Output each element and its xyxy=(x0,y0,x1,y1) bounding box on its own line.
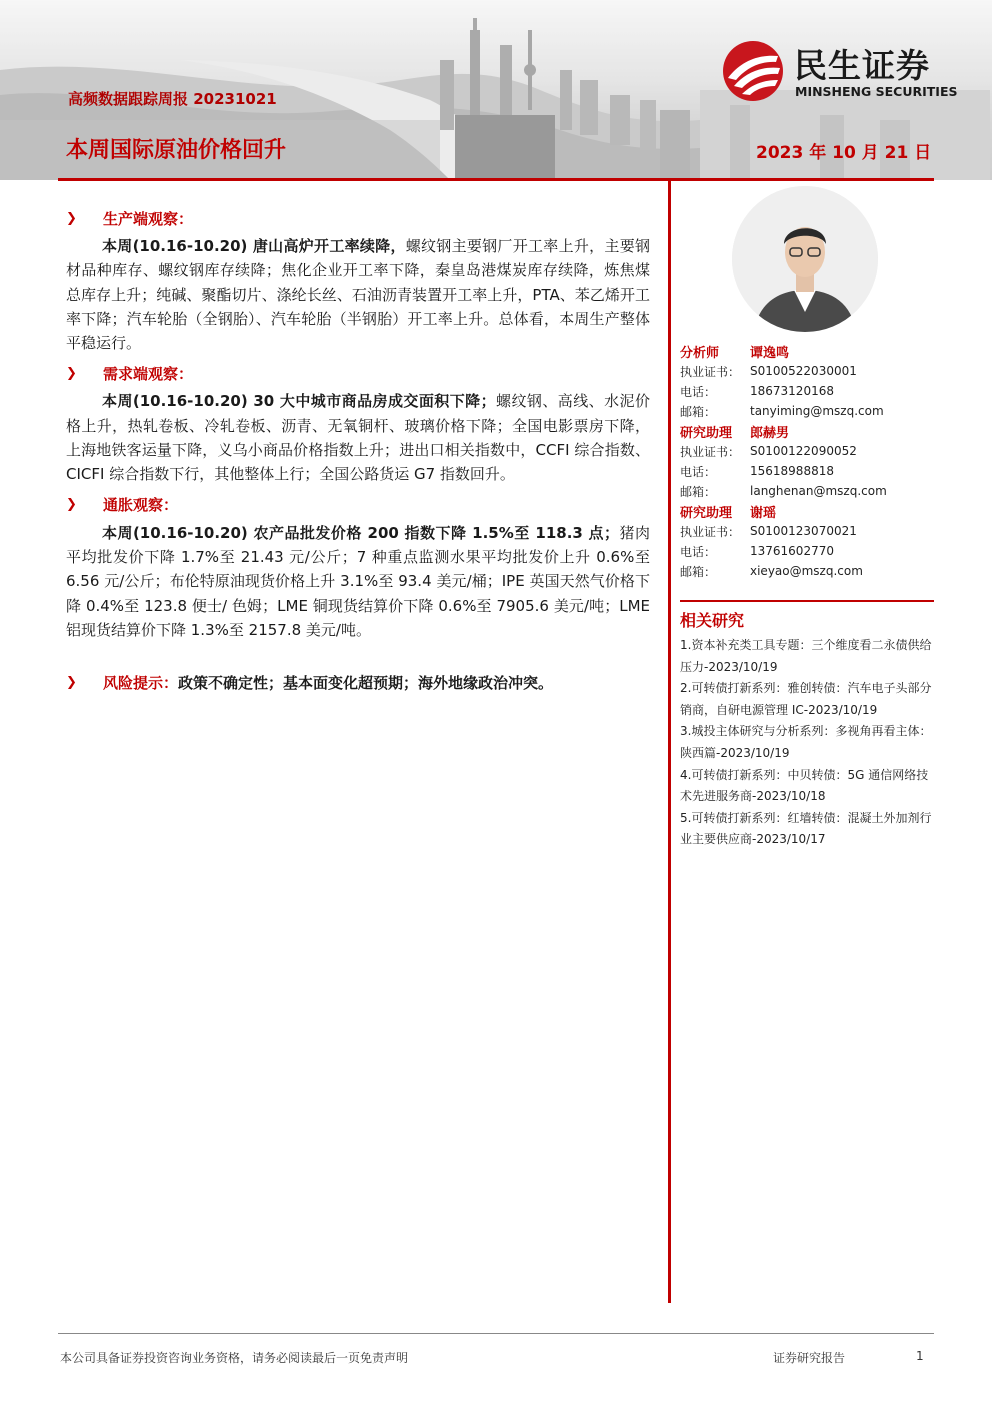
section-body: 螺纹钢、高线、水泥价格上升，热轧卷板、冷轧卷板、沥青、无氧铜杆、玻璃价格下降；全国电影票房下降，上海地铁客运量下降，义乌小商品价格指数上升；进出口相关指数中，CCFI 综合指数、CICFI 综合指数下行，其他整体上行；全国公路货运 G7 指数回升。 xyxy=(66,392,650,484)
phone-number: 15618988818 xyxy=(750,464,834,478)
analyst-email-row xyxy=(680,481,934,501)
analyst-phone-row xyxy=(680,381,934,401)
related-research-title: 相关研究 xyxy=(680,611,745,630)
cert-label: 执业证书： xyxy=(680,364,741,379)
analyst-card xyxy=(680,501,934,581)
analyst-photo xyxy=(732,186,878,332)
phone-number: 18673120168 xyxy=(750,384,834,398)
header-divider xyxy=(58,178,934,181)
analyst-email-row xyxy=(680,561,934,581)
analyst-role: 研究助理 xyxy=(680,505,733,521)
phone-label: 电话： xyxy=(680,384,717,399)
summary-column xyxy=(66,204,650,696)
section-lead: 本周(10.16-10.20) 农产品批发价格 200 指数下降 1.5%至 118.3 点； xyxy=(102,523,620,542)
chevron-right-icon: ❯ xyxy=(66,674,77,690)
logo-english-name: MINSHENG SECURITIES xyxy=(795,84,958,99)
chevron-right-icon: ❯ xyxy=(66,497,77,513)
footer-disclaimer: 本公司具备证券投资咨询业务资格，请务必阅读最后一页免责声明 xyxy=(60,1351,409,1365)
cert-number: S0100122090052 xyxy=(750,444,857,458)
section-label: 生产端观察： xyxy=(103,209,194,228)
logo-chinese-name: 民生证券 xyxy=(794,46,930,85)
minsheng-logo-icon xyxy=(720,40,786,102)
analyst-email-row xyxy=(680,401,934,421)
section-header xyxy=(66,359,650,387)
risk-warning xyxy=(66,668,650,696)
phone-label: 电话： xyxy=(680,544,717,559)
related-research-list xyxy=(680,635,934,851)
phone-number: 13761602770 xyxy=(750,544,834,558)
analyst-phone-row xyxy=(680,541,934,561)
related-divider xyxy=(680,600,934,602)
section-paragraph xyxy=(66,521,650,642)
email-label: 邮箱： xyxy=(680,564,717,579)
series-title: 高频数据跟踪周报 20231021 xyxy=(68,90,277,108)
analyst-cert-row xyxy=(680,521,934,541)
section-body: 螺纹钢主要钢厂开工率上升，主要钢材品种库存、螺纹钢库存续降；焦化企业开工率下降，秦皇岛港煤炭库存续降，炼焦煤总库存上升；纯碱、聚酯切片、涤纶长丝、石油沥青装置开工率上升，PTA、苯乙烯开工率下降；汽车轮胎（全钢胎）、汽车轮胎（半钢胎）开工率上升。总体看，本周生产整体平稳运行。 xyxy=(66,237,650,353)
section-label: 需求端观察： xyxy=(103,364,194,383)
analyst-role-row xyxy=(680,421,934,441)
analyst-cert-row xyxy=(680,441,934,461)
analyst-list xyxy=(680,341,934,581)
report-date: 2023 年 10 月 21 日 xyxy=(756,143,932,163)
risk-label: 风险提示： xyxy=(103,673,179,692)
chevron-right-icon: ❯ xyxy=(66,210,77,226)
email-address[interactable]: tanyiming@mszq.com xyxy=(750,404,884,418)
section-header xyxy=(66,491,650,519)
person-avatar-icon xyxy=(732,186,878,332)
analyst-card xyxy=(680,341,934,421)
analyst-name: 谭逸鸣 xyxy=(750,345,790,361)
section-header xyxy=(66,204,650,232)
related-item[interactable]: 1.资本补充类工具专题：三个维度看二永债供给压力-2023/10/19 xyxy=(680,638,932,674)
section-demand xyxy=(66,359,650,486)
analyst-name: 谢瑶 xyxy=(750,505,777,521)
risk-text: 政策不确定性；基本面变化超预期；海外地缘政治冲突。 xyxy=(178,673,554,692)
page-title: 本周国际原油价格回升 xyxy=(66,138,287,163)
email-address[interactable]: langhenan@mszq.com xyxy=(750,484,887,498)
column-divider xyxy=(668,181,671,1303)
email-label: 邮箱： xyxy=(680,484,717,499)
analyst-name: 郎赫男 xyxy=(750,425,790,441)
analyst-cert-row xyxy=(680,361,934,381)
footer-doc-type: 证券研究报告 xyxy=(773,1351,846,1365)
section-body: 猪肉平均批发价下降 1.7%至 21.43 元/公斤；7 种重点监测水果平均批发价上升 0.6%至 6.56 元/公斤；布伦特原油现货价格上升 3.1%至 93.4 美元/桶；IPE 英国天然气价格下降 0.4%至 123.8 便士/ 色姆；LME 铜现货结算价下降 0.6%至 7905.6 美元/吨；LME 铝现货结算价下降 1.3%至 2157.8 美元/吨。 xyxy=(66,523,650,639)
analyst-role: 分析师 xyxy=(680,345,720,361)
footer-divider xyxy=(58,1333,934,1334)
analyst-role: 研究助理 xyxy=(680,425,733,441)
cert-number: S0100522030001 xyxy=(750,364,857,378)
email-address[interactable]: xieyao@mszq.com xyxy=(750,564,863,578)
company-logo xyxy=(720,40,970,100)
section-lead: 本周(10.16-10.20) 唐山高炉开工率续降， xyxy=(102,237,406,255)
related-item[interactable]: 5.可转债打新系列：红墙转债：混凝土外加剂行业主要供应商-2023/10/17 xyxy=(680,810,932,847)
analyst-role-row xyxy=(680,501,934,521)
section-paragraph xyxy=(66,234,650,355)
section-paragraph xyxy=(66,389,650,486)
section-production xyxy=(66,204,650,355)
analyst-card xyxy=(680,421,934,501)
section-inflation xyxy=(66,491,650,642)
cert-label: 执业证书： xyxy=(680,524,741,539)
analyst-role-row xyxy=(680,341,934,361)
analyst-phone-row xyxy=(680,461,934,481)
cert-label: 执业证书： xyxy=(680,444,741,459)
related-item[interactable]: 4.可转债打新系列：中贝转债：5G 通信网络技术先进服务商-2023/10/18 xyxy=(680,767,929,804)
cert-number: S0100123070021 xyxy=(750,524,857,538)
section-lead: 本周(10.16-10.20) 30 大中城市商品房成交面积下降； xyxy=(102,392,496,411)
related-item[interactable]: 2.可转债打新系列：雅创转债：汽车电子头部分销商，自研电源管理 IC-2023/10/19 xyxy=(680,681,932,717)
related-item[interactable]: 3.城投主体研究与分析系列：多视角再看主体：陕西篇-2023/10/19 xyxy=(680,724,932,760)
email-label: 邮箱： xyxy=(680,404,717,419)
section-label: 通胀观察： xyxy=(103,496,179,515)
chevron-right-icon: ❯ xyxy=(66,365,77,381)
page-number: 1 xyxy=(916,1349,924,1363)
phone-label: 电话： xyxy=(680,464,717,479)
